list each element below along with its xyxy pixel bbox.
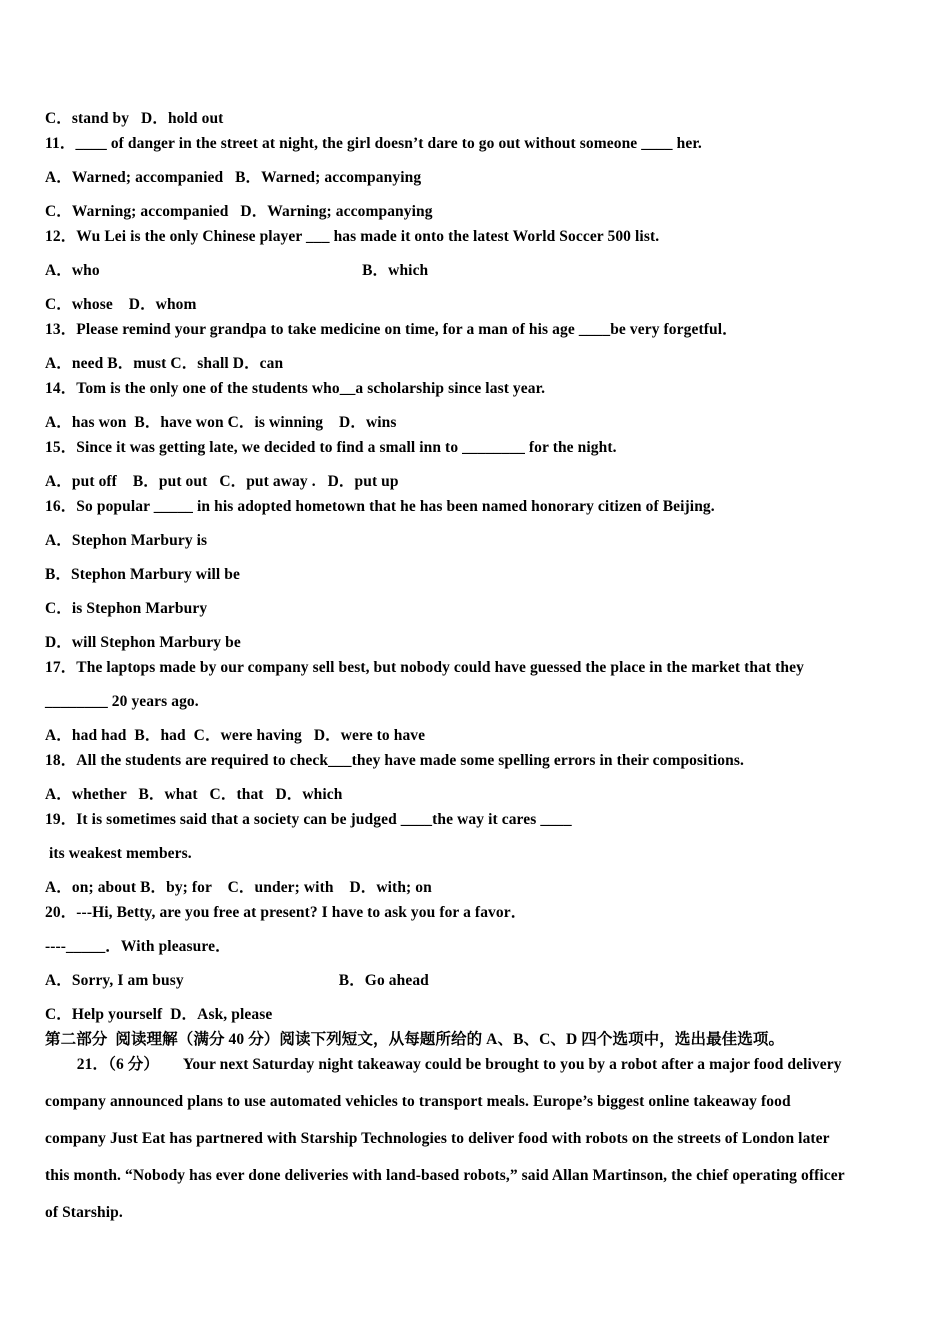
option-line: A．Stephon Marbury is [45, 532, 208, 549]
passage-line: company announced plans to use automated vehicles to transport meals. Europe’s biggest online takeaway food [45, 1093, 791, 1110]
option-line: A．whether B．what C．that D．which [45, 786, 343, 803]
option-line: A．on; about B．by; for C．under; with D．with; on [45, 879, 432, 896]
option-line: C．whose D．whom [45, 296, 197, 313]
question-line: 17．The laptops made by our company sell best, but nobody could have guessed the place in the market that they [45, 659, 804, 676]
option-line: A．who B．which [45, 262, 429, 279]
question-line: 14．Tom is the only one of the students who__a scholarship since last year. [45, 380, 546, 397]
option-line: C．Warning; accompanied D．Warning; accompanying [45, 203, 433, 220]
option-line: C．stand by D．hold out [45, 110, 224, 127]
option-line: A．put off B．put out C．put away . D．put up [45, 473, 399, 490]
option-line: A．Sorry, I am busy B．Go ahead [45, 972, 429, 989]
question-line: 13．Please remind your grandpa to take medicine on time, for a man of his age ____be very forgetful． [45, 321, 738, 338]
option-line: D．will Stephon Marbury be [45, 634, 241, 651]
passage-line: this month. “Nobody has ever done deliveries with land-based robots,” said Allan Martinson, the chief operating officer [45, 1167, 845, 1184]
continuation-line: its weakest members. [45, 845, 192, 862]
option-line: A．Warned; accompanied B．Warned; accompanying [45, 169, 422, 186]
passage-line: of Starship. [45, 1204, 123, 1221]
option-line: A．need B．must C．shall D．can [45, 355, 284, 372]
option-line: C．Help yourself D．Ask, please [45, 1006, 273, 1023]
question-line: 18．All the students are required to check___they have made some spelling errors in their compositions. [45, 752, 744, 769]
section-heading: 第二部分 阅读理解（满分 40 分）阅读下列短文，从每题所给的 A、B、C、D 四个选项中，选出最佳选项。 [45, 1031, 785, 1048]
question-line: 11．____ of danger in the street at night, the girl doesn’t dare to go out without someone ____ her. [45, 135, 702, 152]
option-line: B．Stephon Marbury will be [45, 566, 240, 583]
question-line: 12．Wu Lei is the only Chinese player ___ has made it onto the latest World Soccer 500 list. [45, 228, 660, 245]
question-line: 20．---Hi, Betty, are you free at present? I have to ask you for a favor． [45, 904, 527, 921]
continuation-line: ----_____．With pleasure． [45, 938, 231, 955]
option-line: C．is Stephon Marbury [45, 600, 208, 617]
passage-line: 21．（6 分） Your next Saturday night takeaway could be brought to you by a robot after a major food delivery [45, 1056, 842, 1073]
question-line: 15．Since it was getting late, we decided to find a small inn to ________ for the night. [45, 439, 617, 456]
question-line: 16．So popular _____ in his adopted hometown that he has been named honorary citizen of Beijing. [45, 498, 715, 515]
option-line: A．has won B．have won C．is winning D．wins [45, 414, 397, 431]
continuation-line: ________ 20 years ago. [45, 693, 199, 710]
option-line: A．had had B．had C．were having D．were to have [45, 727, 426, 744]
passage-line: company Just Eat has partnered with Starship Technologies to deliver food with robots on the streets of London later [45, 1130, 830, 1147]
question-line: 19．It is sometimes said that a society can be judged ____the way it cares ____ [45, 811, 572, 828]
